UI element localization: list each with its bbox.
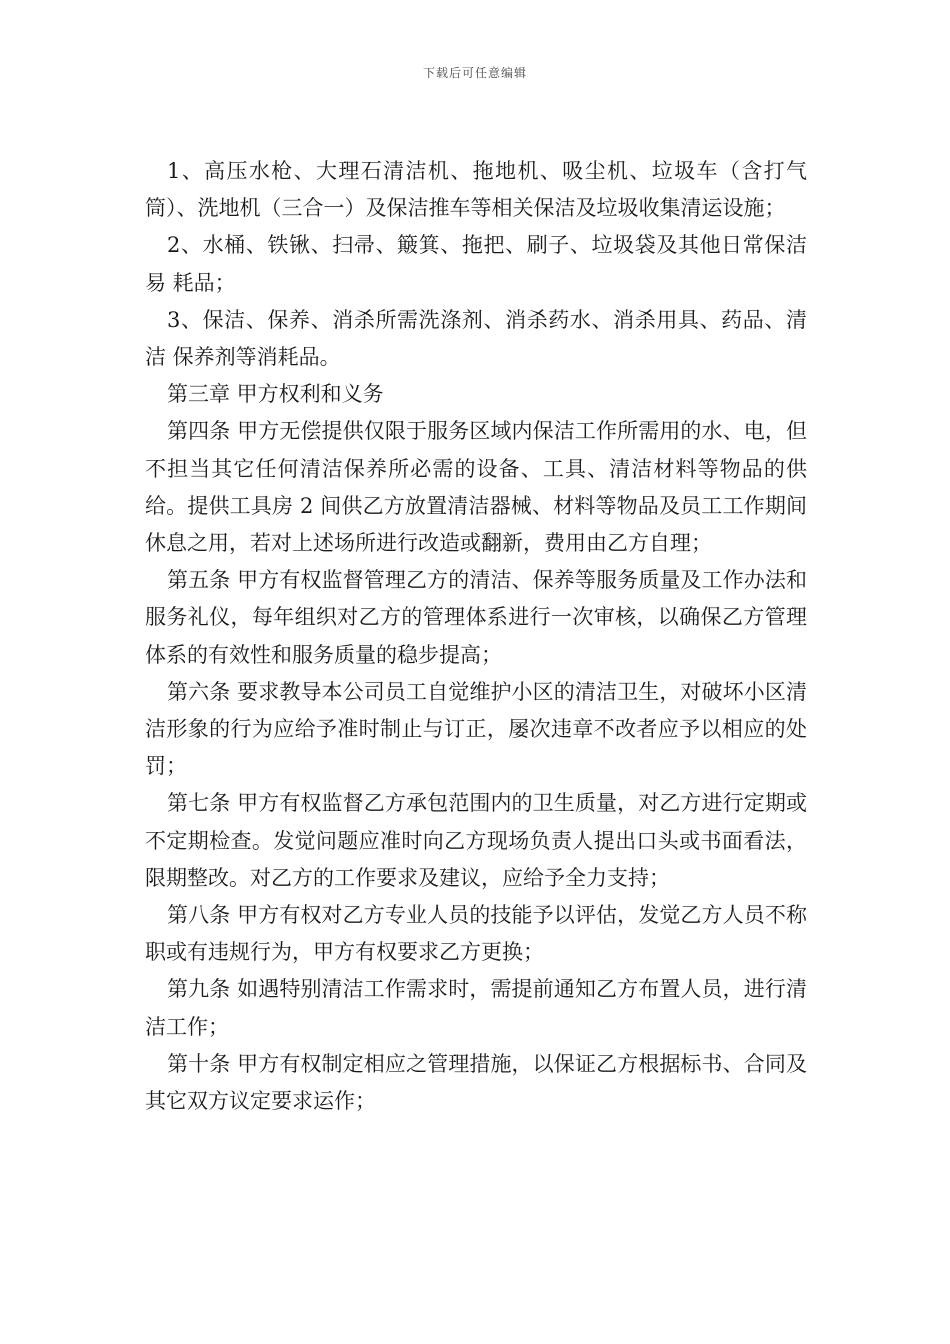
article-6: 第六条 要求教导本公司员工自觉维护小区的清洁卫生，对破坏小区清洁形象的行为应给予准时制止与订正，屡次违章不改者应予以相应的处罚； (145, 679, 807, 779)
document-body (145, 153, 807, 1120)
article-5: 第五条 甲方有权监督管理乙方的清洁、保养等服务质量及工作办法和服务礼仪，每年组织对乙方的管理体系进行一次审核，以确保乙方管理体系的有效性和服务质量的稳步提高； (145, 568, 807, 667)
paragraph-consumables-list: 2、水桶、铁锹、扫帚、簸箕、拖把、刷子、垃圾袋及其他日常保洁易 耗品； (145, 233, 807, 295)
page-header: 下载后可任意编辑 (422, 66, 527, 80)
article-9: 第九条 如遇特别清洁工作需求时，需提前通知乙方布置人员，进行清洁工作； (145, 977, 807, 1039)
article-10: 第十条 甲方有权制定相应之管理措施，以保证乙方根据标书、合同及其它双方议定要求运作； (145, 1051, 807, 1114)
paragraph-cleaning-agents-list: 3、保洁、保养、消杀所需洗涤剂、消杀药水、消杀用具、药品、清洁 保养剂等消耗品。 (145, 307, 807, 370)
chapter-heading: 第三章 甲方权利和义务 (167, 382, 384, 407)
article-7: 第七条 甲方有权监督乙方承包范围内的卫生质量，对乙方进行定期或不定期检查。发觉问题应准时向乙方现场负责人提出口头或书面看法，限期整改。对乙方的工作要求及建议，应给予全力支持； (145, 791, 807, 890)
article-8: 第八条 甲方有权对乙方专业人员的技能予以评估，发觉乙方人员不称职或有违规行为，甲方有权要求乙方更换； (145, 903, 807, 965)
paragraph-equipment-list: 1、高压水枪、大理石清洁机、拖地机、吸尘机、垃圾车（含打气筒）、洗地机（三合一）及保洁推车等相关保洁及垃圾收集清运设施； (145, 159, 807, 221)
article-4: 第四条 甲方无偿提供仅限于服务区域内保洁工作所需用的水、电，但不担当其它任何清洁保养所必需的设备、工具、清洁材料等物品的供给。提供工具房 2 间供乙方放置清洁器械、材料等物品及员工工作期间休息之用，若对上述场所进行改造或翻新，费用由乙方自理； (145, 419, 807, 556)
